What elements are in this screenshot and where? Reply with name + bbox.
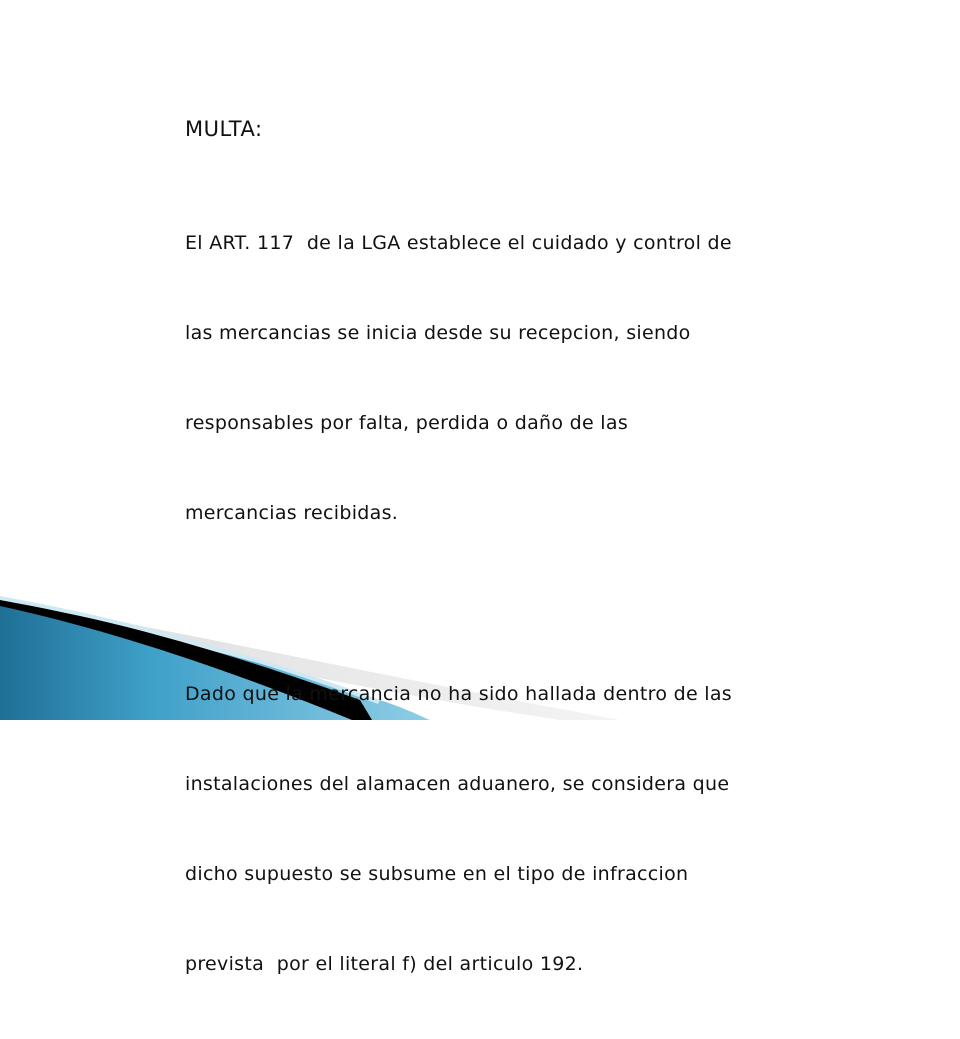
- paragraph-1-line: El ART. 117 de la LGA establece el cuidado y control de: [185, 232, 732, 254]
- heading: MULTA:: [185, 117, 263, 141]
- paragraph-2-line: Dado que la mercancia no ha sido hallada dentro de las: [185, 683, 732, 705]
- paragraph-2-line: instalaciones del alamacen aduanero, se considera que: [185, 773, 730, 795]
- paragraph-gap: [185, 588, 845, 619]
- paragraph-2: [185, 619, 845, 1039]
- paragraph-2-line: dicho supuesto se subsume en el tipo de infraccion: [185, 863, 689, 885]
- paragraph-1-line: responsables por falta, perdida o daño de las: [185, 412, 629, 434]
- paragraph-2-line: prevista por el literal f) del articulo 192.: [185, 953, 584, 975]
- paragraph-1-line: las mercancias se inicia desde su recepcion, siendo: [185, 322, 691, 344]
- paragraph-1: [185, 168, 845, 588]
- content-text: [185, 112, 845, 1039]
- paragraph-1-line: mercancias recibidas.: [185, 502, 399, 524]
